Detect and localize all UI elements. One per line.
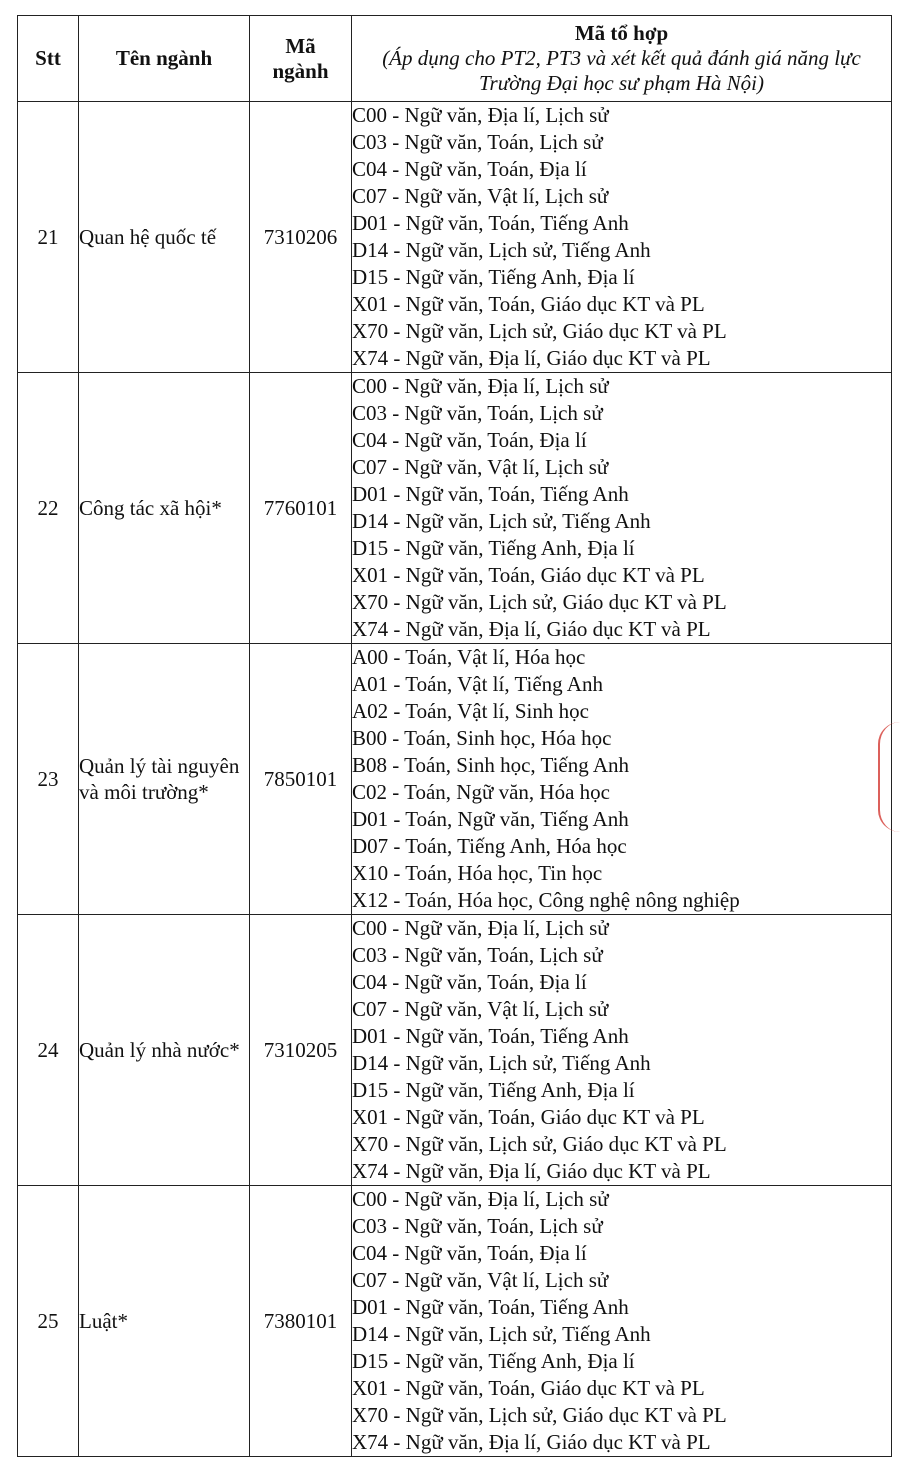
combination-item: D15 - Ngữ văn, Tiếng Anh, Địa lí [352, 535, 635, 560]
row-major-code: 7760101 [250, 373, 352, 644]
combination-item: D01 - Ngữ văn, Toán, Tiếng Anh [352, 211, 629, 236]
combination-item: X12 - Toán, Hóa học, Công nghệ nông nghiệp [352, 887, 740, 912]
combination-item: X70 - Ngữ văn, Lịch sử, Giáo dục KT và PL [352, 318, 727, 343]
header-name: Tên ngành [79, 16, 250, 102]
table-row [18, 102, 892, 373]
red-seal-stamp-edge [878, 722, 900, 832]
combination-item: C00 - Ngữ văn, Địa lí, Lịch sử [352, 103, 609, 128]
combination-item: D15 - Ngữ văn, Tiếng Anh, Địa lí [352, 1348, 635, 1373]
row-major-name: Luật* [79, 1186, 250, 1457]
row-major-name: Quan hệ quốc tế [79, 102, 250, 373]
combination-item: C00 - Ngữ văn, Địa lí, Lịch sử [352, 374, 609, 399]
combination-item: A01 - Toán, Vật lí, Tiếng Anh [352, 672, 603, 697]
combination-item: C07 - Ngữ văn, Vật lí, Lịch sử [352, 455, 609, 480]
combination-item: D01 - Toán, Ngữ văn, Tiếng Anh [352, 806, 629, 831]
combination-item: X01 - Ngữ văn, Toán, Giáo dục KT và PL [352, 291, 705, 316]
row-major-code: 7380101 [250, 1186, 352, 1457]
combination-list [352, 373, 891, 642]
combination-item: X74 - Ngữ văn, Địa lí, Giáo dục KT và PL [352, 1429, 711, 1454]
row-combinations [352, 102, 892, 373]
header-combination [352, 16, 892, 102]
row-combinations [352, 915, 892, 1186]
combination-item: C00 - Ngữ văn, Địa lí, Lịch sử [352, 1187, 609, 1212]
row-major-code: 7310206 [250, 102, 352, 373]
table-row [18, 915, 892, 1186]
combination-item: D01 - Ngữ văn, Toán, Tiếng Anh [352, 482, 629, 507]
row-combinations [352, 644, 892, 915]
combination-item: X70 - Ngữ văn, Lịch sử, Giáo dục KT và PL [352, 1402, 727, 1427]
table-body [18, 102, 892, 1457]
row-major-code: 7850101 [250, 644, 352, 915]
combination-item: C07 - Ngữ văn, Vật lí, Lịch sử [352, 997, 609, 1022]
combination-item: X01 - Ngữ văn, Toán, Giáo dục KT và PL [352, 1104, 705, 1129]
combination-item: X74 - Ngữ văn, Địa lí, Giáo dục KT và PL [352, 1158, 711, 1183]
combination-item: C07 - Ngữ văn, Vật lí, Lịch sử [352, 1268, 609, 1293]
combination-item: C04 - Ngữ văn, Toán, Địa lí [352, 428, 587, 453]
row-major-name: Quản lý nhà nước* [79, 915, 250, 1186]
combination-item: A00 - Toán, Vật lí, Hóa học [352, 645, 586, 670]
combination-item: D14 - Ngữ văn, Lịch sử, Tiếng Anh [352, 509, 651, 533]
combination-item: X70 - Ngữ văn, Lịch sử, Giáo dục KT và PL [352, 1131, 727, 1156]
combination-item: X01 - Ngữ văn, Toán, Giáo dục KT và PL [352, 562, 705, 587]
table-row [18, 644, 892, 915]
combination-item: X70 - Ngữ văn, Lịch sử, Giáo dục KT và PL [352, 589, 727, 614]
table-row [18, 373, 892, 644]
combination-item: D15 - Ngữ văn, Tiếng Anh, Địa lí [352, 1077, 635, 1102]
row-major-code: 7310205 [250, 915, 352, 1186]
combination-item: X74 - Ngữ văn, Địa lí, Giáo dục KT và PL [352, 616, 711, 641]
combination-item: C04 - Ngữ văn, Toán, Địa lí [352, 970, 587, 995]
row-combinations [352, 1186, 892, 1457]
combination-list [352, 1186, 891, 1455]
combination-item: D14 - Ngữ văn, Lịch sử, Tiếng Anh [352, 1051, 651, 1075]
combination-item: X01 - Ngữ văn, Toán, Giáo dục KT và PL [352, 1375, 705, 1400]
combination-item: X74 - Ngữ văn, Địa lí, Giáo dục KT và PL [352, 345, 711, 370]
combination-item: D14 - Ngữ văn, Lịch sử, Tiếng Anh [352, 1322, 651, 1346]
combination-item: C04 - Ngữ văn, Toán, Địa lí [352, 1241, 587, 1266]
table-row [18, 1186, 892, 1457]
combination-item: D15 - Ngữ văn, Tiếng Anh, Địa lí [352, 264, 635, 289]
combination-item: D07 - Toán, Tiếng Anh, Hóa học [352, 833, 627, 858]
combination-item: B08 - Toán, Sinh học, Tiếng Anh [352, 753, 630, 778]
combination-list [352, 644, 891, 913]
header-stt: Stt [18, 16, 79, 102]
combination-item: C03 - Ngữ văn, Toán, Lịch sử [352, 401, 603, 426]
combination-item: B00 - Toán, Sinh học, Hóa học [352, 726, 612, 751]
row-major-name: Quản lý tài nguyên và môi trường* [79, 644, 250, 915]
row-stt: 25 [18, 1186, 79, 1457]
row-stt: 22 [18, 373, 79, 644]
row-stt: 21 [18, 102, 79, 373]
combination-list [352, 915, 891, 1184]
table-header [18, 16, 892, 102]
header-combination-title: Mã tổ hợp [574, 21, 669, 45]
header-code [250, 16, 352, 102]
combination-item: C00 - Ngữ văn, Địa lí, Lịch sử [352, 916, 609, 941]
header-code-label: Mã ngành [272, 33, 329, 83]
combination-item: C07 - Ngữ văn, Vật lí, Lịch sử [352, 184, 609, 209]
combination-item: D01 - Ngữ văn, Toán, Tiếng Anh [352, 1295, 629, 1320]
row-stt: 24 [18, 915, 79, 1186]
row-major-name: Công tác xã hội* [79, 373, 250, 644]
row-combinations [352, 373, 892, 644]
combination-list [352, 102, 891, 371]
combination-item: C03 - Ngữ văn, Toán, Lịch sử [352, 1214, 603, 1239]
combination-item: X10 - Toán, Hóa học, Tin học [352, 860, 603, 885]
combination-item: C02 - Toán, Ngữ văn, Hóa học [352, 780, 610, 804]
combination-item: D01 - Ngữ văn, Toán, Tiếng Anh [352, 1024, 629, 1049]
combination-item: C03 - Ngữ văn, Toán, Lịch sử [352, 943, 603, 968]
combination-item: C03 - Ngữ văn, Toán, Lịch sử [352, 130, 603, 155]
combination-item: D14 - Ngữ văn, Lịch sử, Tiếng Anh [352, 238, 651, 262]
combination-item: C04 - Ngữ văn, Toán, Địa lí [352, 157, 587, 182]
majors-table [17, 15, 892, 1457]
header-combination-note: (Áp dụng cho PT2, PT3 và xét kết quả đánh giá năng lực Trường Đại học sư phạm Hà Nội) [382, 46, 861, 95]
header-row [18, 16, 892, 102]
row-stt: 23 [18, 644, 79, 915]
combination-item: A02 - Toán, Vật lí, Sinh học [352, 699, 589, 724]
